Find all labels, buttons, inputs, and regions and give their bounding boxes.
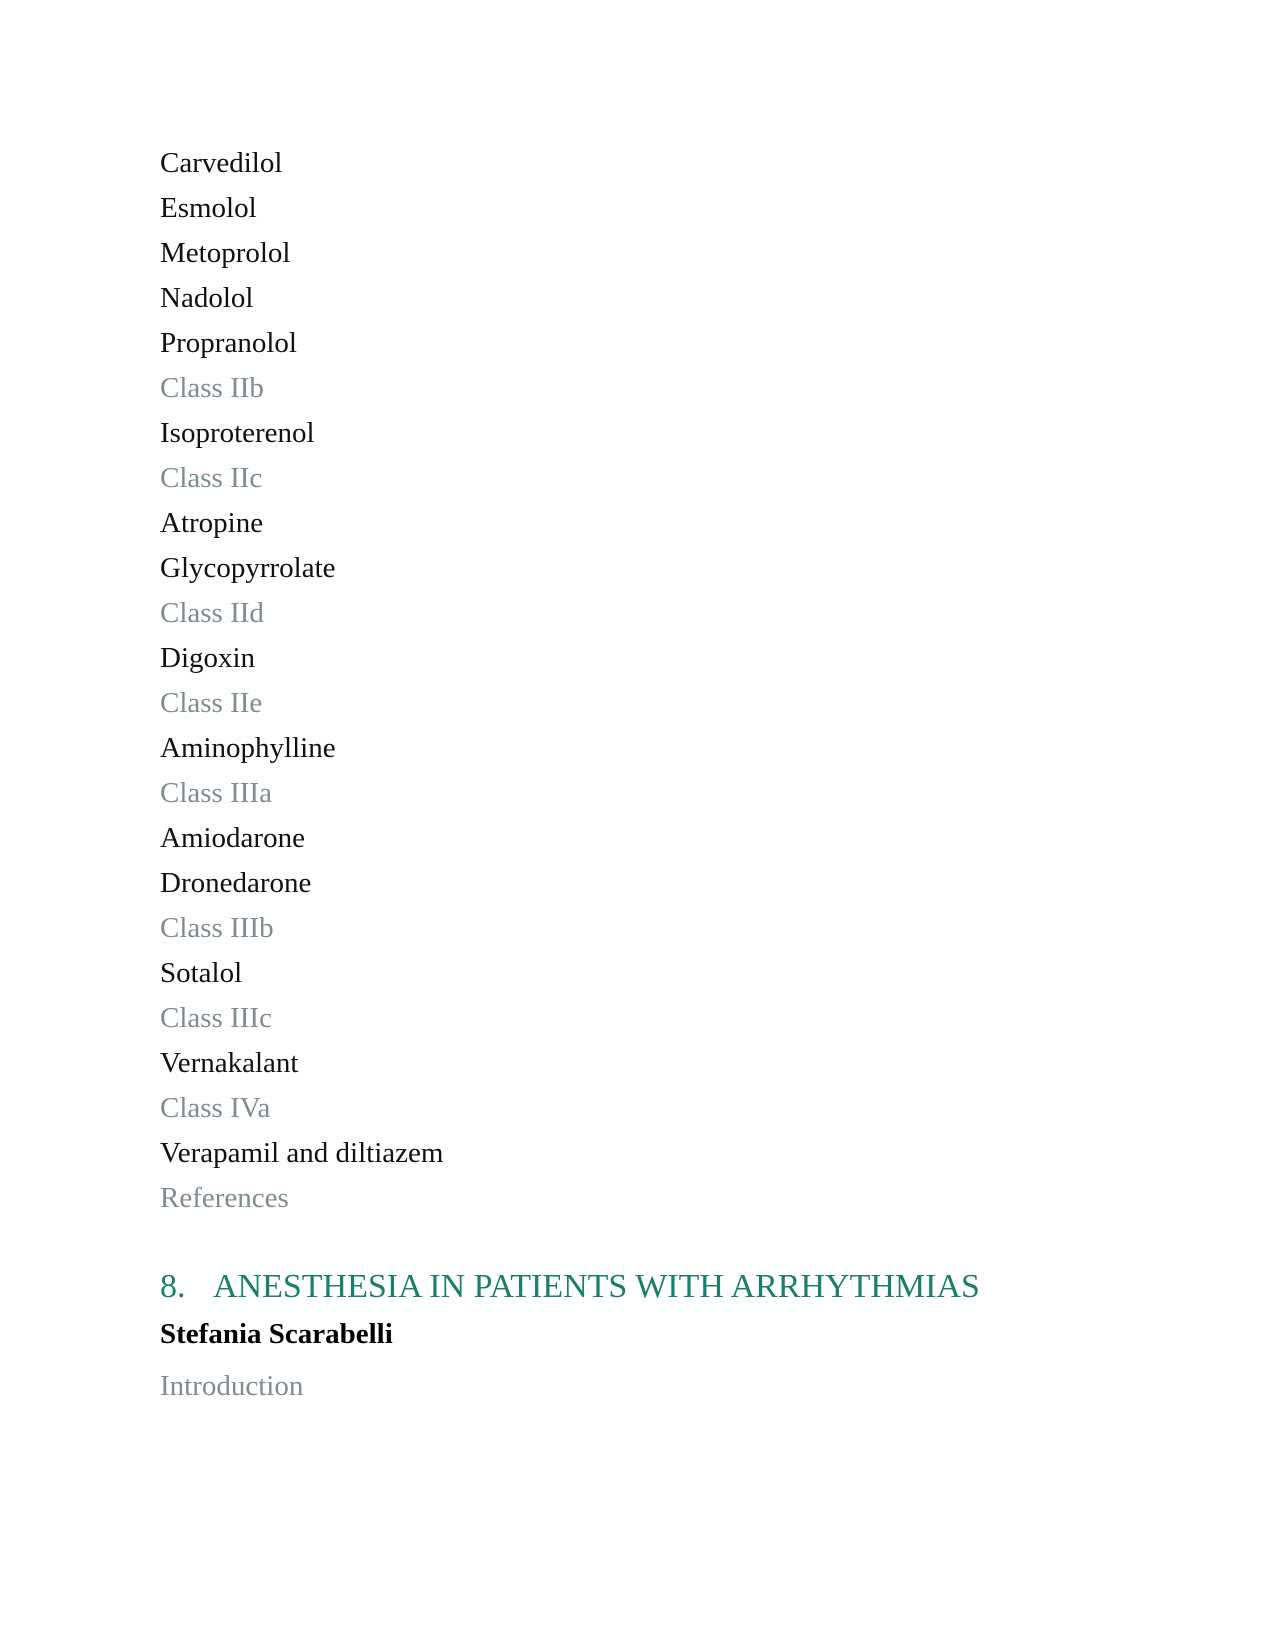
chapter-title: ANESTHESIA IN PATIENTS WITH ARRHYTHMIAS: [213, 1268, 980, 1305]
toc-class-heading[interactable]: Class IIIc: [160, 1002, 272, 1034]
toc-drug-entry[interactable]: Glycopyrrolate: [160, 552, 336, 584]
toc-drug-entry[interactable]: Verapamil and diltiazem: [160, 1137, 444, 1169]
toc-class-heading[interactable]: Class IIIb: [160, 912, 274, 944]
toc-drug-entry[interactable]: Carvedilol: [160, 147, 283, 179]
toc-drug-entry[interactable]: Dronedarone: [160, 867, 312, 899]
toc-drug-entry[interactable]: Propranolol: [160, 327, 297, 359]
toc-class-heading[interactable]: Class IIIa: [160, 777, 272, 809]
toc-class-heading[interactable]: Class IIc: [160, 462, 263, 494]
toc-class-heading[interactable]: Class IIb: [160, 372, 264, 404]
toc-drug-entry[interactable]: Isoproterenol: [160, 417, 315, 449]
table-of-contents-page: [160, 145, 1160, 1404]
toc-drug-entry[interactable]: Metoprolol: [160, 237, 291, 269]
toc-drug-entry[interactable]: Atropine: [160, 507, 264, 539]
toc-class-heading[interactable]: Class IId: [160, 597, 264, 629]
chapter-author: Stefania Scarabelli: [160, 1318, 393, 1350]
chapter-number: 8.: [160, 1268, 186, 1305]
toc-drug-entry[interactable]: Digoxin: [160, 642, 256, 674]
chapter-heading[interactable]: [160, 1266, 1160, 1308]
toc-references[interactable]: References: [160, 1182, 289, 1214]
toc-list: [160, 145, 1160, 1171]
toc-class-heading[interactable]: Class IVa: [160, 1092, 271, 1124]
toc-drug-entry[interactable]: Amiodarone: [160, 822, 305, 854]
toc-class-heading[interactable]: Class IIe: [160, 687, 263, 719]
toc-drug-entry[interactable]: Nadolol: [160, 282, 254, 314]
toc-drug-entry[interactable]: Esmolol: [160, 192, 257, 224]
toc-drug-entry[interactable]: Aminophylline: [160, 732, 336, 764]
toc-drug-entry[interactable]: Sotalol: [160, 957, 243, 989]
toc-introduction[interactable]: Introduction: [160, 1370, 304, 1402]
toc-drug-entry[interactable]: Vernakalant: [160, 1047, 299, 1079]
